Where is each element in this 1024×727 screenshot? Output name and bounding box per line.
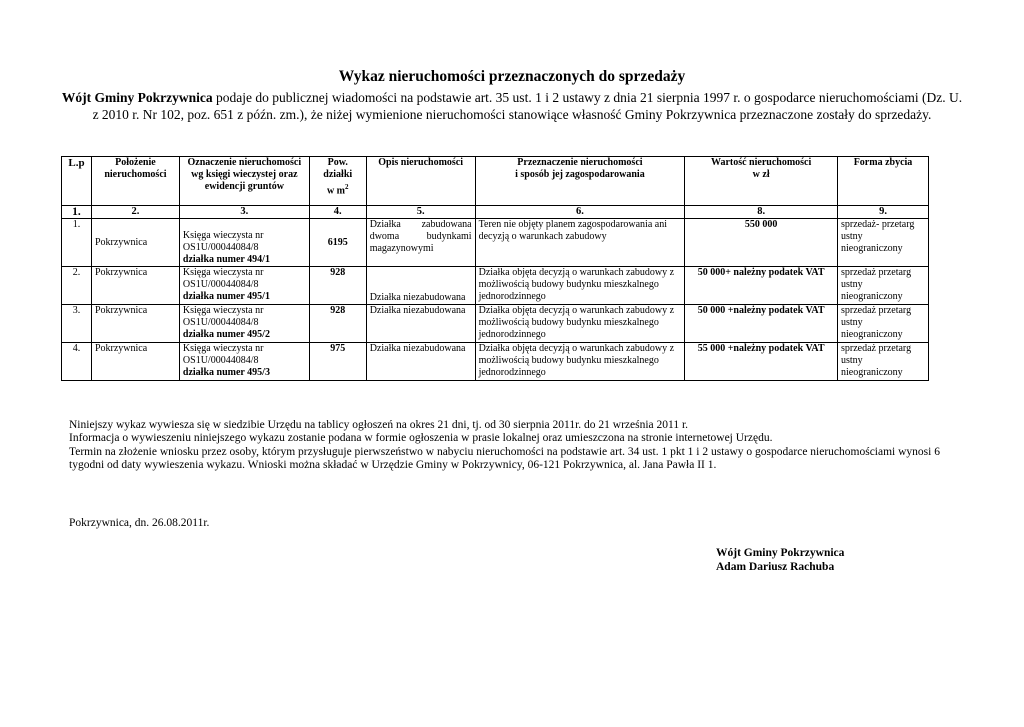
header-przeznaczenie-line1: Przeznaczenie nieruchomości — [517, 157, 643, 168]
cell-kw-line1: Księga wieczysta nr — [182, 305, 264, 316]
signature-block — [716, 546, 844, 574]
cell-opis: Działka niezabudowana — [366, 343, 475, 381]
signer-title: Wójt Gminy Pokrzywnica — [716, 547, 845, 559]
header-wartosc — [685, 157, 838, 206]
table-row — [62, 267, 929, 305]
column-number: 1. — [62, 206, 92, 219]
table-row — [62, 343, 929, 381]
cell-lp: 2. — [62, 267, 92, 305]
cell-forma: sprzedaż- przetarg ustny nieograniczony — [838, 219, 929, 267]
header-lp: L.p — [62, 157, 92, 206]
header-wartosc-line2: w zł — [752, 169, 770, 180]
cell-polozenie: Pokrzywnica — [91, 343, 179, 381]
cell-kw-line1: Księga wieczysta nr — [182, 230, 264, 241]
cell-forma: sprzedaż przetarg ustny nieograniczony — [838, 267, 929, 305]
column-number: 3. — [179, 206, 309, 219]
column-number-row — [62, 206, 929, 219]
cell-kw-line1: Księga wieczysta nr — [182, 267, 264, 278]
header-pow-line1: Pow. działki — [323, 157, 353, 180]
cell-forma: sprzedaż przetarg ustny nieograniczony — [838, 343, 929, 381]
intro-authority: Wójt Gminy Pokrzywnica — [61, 90, 213, 105]
cell-pow: 928 — [309, 267, 366, 305]
cell-kw-line2: OS1U/00044084/8 — [182, 242, 259, 253]
column-number: 8. — [685, 206, 838, 219]
header-opis: Opis nieruchomości — [366, 157, 475, 206]
header-polozenie: Położenie nieruchomości — [91, 157, 179, 206]
table-header-row — [62, 157, 929, 206]
cell-przeznaczenie: Działka objęta decyzją o warunkach zabudowy z możliwością budowy budynku mieszkalnego jednorodzinnego — [475, 343, 685, 381]
cell-polozenie: Pokrzywnica — [91, 219, 179, 267]
cell-dzialka: działka numer 495/2 — [182, 329, 270, 340]
column-number: 4. — [309, 206, 366, 219]
cell-polozenie: Pokrzywnica — [91, 305, 179, 343]
header-przeznaczenie-line2: i sposób jej zagospodarowania — [515, 169, 645, 180]
table-row — [62, 305, 929, 343]
cell-kw-line2: OS1U/00044084/8 — [182, 355, 259, 366]
cell-pow: 928 — [309, 305, 366, 343]
header-wartosc-line1: Wartość nieruchomości — [711, 157, 812, 168]
notes-block — [69, 419, 969, 473]
cell-lp: 4. — [62, 343, 92, 381]
cell-lp: 1. — [62, 219, 92, 267]
intro-text: podaje do publicznej wiadomości na podstawie art. 35 ust. 1 i 2 ustawy z dnia 21 sierpnia 1997 r. o gospodarce nieruchomościami (Dz. U. z 2010 r. Nr 102, poz. 651 z późn. zm.), że niżej wymienione nieruchomości stanowiące własność Gminy Pokrzywnica przeznaczone zostały do sprzedaży. — [92, 90, 963, 122]
document-title: Wykaz nieruchomości przeznaczonych do sprzedaży — [338, 68, 686, 85]
note-application-deadline: Termin na złożenie wniosku przez osoby, którym przysługuje pierwszeństwo w nabyciu nieruchomości na podstawie art. 34 ust. 1 pkt 1 i 2 ustawy o gospodarce nieruchomościami wynosi 6 tygodni od daty wywieszenia wykazu. Wnioski można składać w Urzędzie Gminy w Pokrzywnicy, 06-121 Pokrzywnica, al. Jana Pawła II 1. — [69, 445, 940, 472]
property-table — [61, 156, 929, 381]
header-forma: Forma zbycia — [838, 157, 929, 206]
cell-opis: Działka niezabudowana — [366, 267, 475, 305]
cell-wartosc: 50 000 +należny podatek VAT — [685, 305, 838, 343]
signer-name: Adam Dariusz Rachuba — [716, 561, 835, 573]
cell-kw-line2: OS1U/00044084/8 — [182, 279, 259, 290]
cell-dzialka: działka numer 495/3 — [182, 367, 270, 378]
cell-polozenie: Pokrzywnica — [91, 267, 179, 305]
cell-pow: 975 — [309, 343, 366, 381]
cell-dzialka: działka numer 494/1 — [182, 254, 270, 265]
cell-oznaczenie — [179, 267, 309, 305]
note-publication: Informacja o wywieszeniu niniejszego wykazu zostanie podana w formie ogłoszenia w prasie lokalnej oraz umieszczona na stronie internetowej Urzędu. — [69, 432, 773, 445]
cell-wartosc: 50 000+ należny podatek VAT — [685, 267, 838, 305]
cell-pow: 6195 — [309, 219, 366, 267]
cell-przeznaczenie: Działka objęta decyzją o warunkach zabudowy z możliwością budowy budynku mieszkalnego jednorodzinnego — [475, 305, 685, 343]
cell-dzialka: działka numer 495/1 — [182, 291, 270, 302]
cell-oznaczenie — [179, 219, 309, 267]
header-pow-sup: 2 — [345, 183, 349, 191]
cell-forma: sprzedaż przetarg ustny nieograniczony — [838, 305, 929, 343]
cell-opis: Działka niezabudowana — [366, 305, 475, 343]
place-date: Pokrzywnica, dn. 26.08.2011r. — [69, 517, 210, 529]
cell-oznaczenie — [179, 305, 309, 343]
cell-oznaczenie — [179, 343, 309, 381]
cell-kw-line2: OS1U/00044084/8 — [182, 317, 259, 328]
header-przeznaczenie — [475, 157, 685, 206]
column-number: 2. — [91, 206, 179, 219]
cell-przeznaczenie: Działka objęta decyzją o warunkach zabudowy z możliwością budowy budynku mieszkalnego jednorodzinnego — [475, 267, 685, 305]
column-number: 9. — [838, 206, 929, 219]
header-pow-line2: w m — [326, 185, 346, 197]
cell-kw-line1: Księga wieczysta nr — [182, 343, 264, 354]
header-oznaczenie: Oznaczenie nieruchomości wg księgi wieczystej oraz ewidencji gruntów — [179, 157, 309, 206]
cell-przeznaczenie: Teren nie objęty planem zagospodarowania ani decyzją o warunkach zabudowy — [475, 219, 685, 267]
header-pow — [309, 157, 366, 206]
cell-lp: 3. — [62, 305, 92, 343]
cell-opis: Działka zabudowana dwoma budynkami magazynowymi — [366, 219, 475, 267]
cell-wartosc: 550 000 — [685, 219, 838, 267]
intro-paragraph — [60, 89, 964, 123]
table-row — [62, 219, 929, 267]
column-number: 5. — [366, 206, 475, 219]
cell-wartosc: 55 000 +należny podatek VAT — [685, 343, 838, 381]
column-number: 6. — [475, 206, 685, 219]
note-posting-period: Niniejszy wykaz wywiesza się w siedzibie Urzędu na tablicy ogłoszeń na okres 21 dni, tj. od 30 sierpnia 2011r. do 21 września 2011 r. — [69, 419, 689, 431]
